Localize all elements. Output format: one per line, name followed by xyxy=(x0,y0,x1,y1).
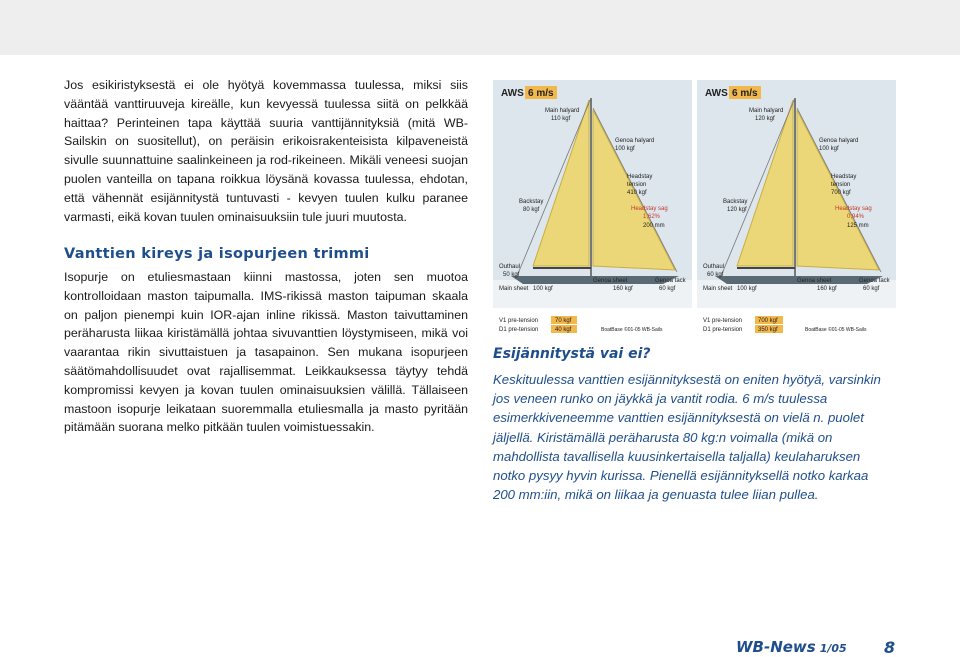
genoa-sheet-value: 160 kgf xyxy=(817,286,837,292)
backstay-label: Backstay xyxy=(519,199,544,205)
outhaul-value: 50 kgf xyxy=(503,272,520,278)
main-halyard-value: 120 kgf xyxy=(755,116,775,122)
top-band xyxy=(0,0,960,55)
genoa-tack-value: 60 kgf xyxy=(863,286,880,292)
v1-label: V1 pre-tension xyxy=(499,318,539,324)
sidebar-heading: Esijännitystä vai ei? xyxy=(493,346,651,362)
v1-value: 70 kgf xyxy=(555,318,572,324)
d1-value: 40 kgf xyxy=(555,327,572,333)
genoa-sheet-label: Genoa sheet xyxy=(797,278,832,284)
main-halyard-label: Main halyard xyxy=(749,108,784,114)
aws-label: AWS xyxy=(705,88,728,99)
genoa-halyard-label: Genoa halyard xyxy=(819,138,859,144)
credit: BoatBase ©01-05 WB-Sails xyxy=(601,327,663,333)
genoa-tack-value: 60 kgf xyxy=(659,286,676,292)
main-halyard-value: 110 kgf xyxy=(551,116,571,122)
main-sail xyxy=(737,100,793,266)
genoa-sheet-value: 160 kgf xyxy=(613,286,633,292)
headstay-tension-label: tension xyxy=(627,182,647,188)
v1-label: V1 pre-tension xyxy=(703,318,743,324)
headstay-tension-label: tension xyxy=(831,182,851,188)
aws-value: 6 m/s xyxy=(528,88,554,99)
main-sail xyxy=(533,100,589,266)
headstay-tension-value: 410 kgf xyxy=(627,190,647,196)
genoa-halyard-label: Genoa halyard xyxy=(615,138,655,144)
backstay-value: 80 kgf xyxy=(523,207,540,213)
backstay-value: 120 kgf xyxy=(727,207,747,213)
headstay-sag-pct: 0,94% xyxy=(847,214,865,220)
headstay-tension-value: 700 kgf xyxy=(831,190,851,196)
d1-label: D1 pre-tension xyxy=(499,327,539,333)
main-halyard-label: Main halyard xyxy=(545,108,580,114)
outhaul-label: Outhaul xyxy=(703,264,725,270)
page-footer xyxy=(736,638,896,657)
rig-tension-figure xyxy=(493,80,896,338)
rig-panel-low-tension xyxy=(493,80,692,338)
issue-number: 1/05 xyxy=(819,642,847,655)
genoa-sheet-label: Genoa sheet xyxy=(593,278,628,284)
headstay-sag-pct: 1,62% xyxy=(643,214,661,220)
headstay-sag-mm: 125 mm xyxy=(847,223,869,229)
publication-name: WB-News xyxy=(736,638,816,656)
sidebar-paragraph: Keskituulessa vanttien esijännityksestä on eniten hyötyä, varsinkin jos veneen runko on jäykkä ja vantit rodia. 6 m/s tuulessa esimerkkiveneemme vanttien esijännityksestä on vielä n. puolet jäljellä. Kiristämällä peräharusta 80 kg:n voimalla (mikä on mahdollista tavallisella kuusinkertaisella taljalla) keulaharuksen notko pysyy hyvin kurissa. Pienellä esijännityksellä notko karkaa 200 mm:iin, mikä on liikaa ja genuasta tulee liian pullea. xyxy=(493,372,881,503)
main-sheet-label: Main sheet xyxy=(499,286,529,292)
v1-value: 700 kgf xyxy=(758,318,778,324)
aws-label: AWS xyxy=(501,88,524,99)
aws-value: 6 m/s xyxy=(732,88,758,99)
sail-diagram xyxy=(493,80,692,338)
credit: BoatBase ©01-05 WB-Sails xyxy=(805,327,867,333)
sail-diagram xyxy=(697,80,896,338)
genoa-halyard-value: 100 kgf xyxy=(819,146,839,152)
genoa-tack-label: Genoa tack xyxy=(655,278,686,284)
page-number: 8 xyxy=(884,638,896,657)
rig-panel-high-tension xyxy=(697,80,896,338)
intro-paragraph: Jos esikiristyksestä ei ole hyötyä kovemmassa tuulessa, miksi siis vääntää vanttiruuveja kireälle, kun kevyessä tuulessa siitä on pelkkää haittaa? Perinteinen tapa käyttää suuria vanttijännityksiä (mitä WB-Sailskin on suositellut), on peräisin erikoisrakenteisista kilpaveneistä sivulle suunnattuine saalinkeineen ja rod-rikeineen. Mikäli veneesi suojan puolen vanteilla on tapana roikkua löysänä kovassa tuulessa, ehdotan, että vähennät esijännitystä tuntuvasti - kevyen tuulen kulku paranee varmasti, eikä kovan tuulen ominaisuuksiin tule juuri muutosta. xyxy=(64,78,468,224)
outhaul-value: 60 kgf xyxy=(707,272,724,278)
headstay-sag-label: Headstay sag xyxy=(835,206,872,212)
main-sheet-value: 100 kgf xyxy=(737,286,757,292)
genoa-halyard-value: 100 kgf xyxy=(615,146,635,152)
headstay-sag-label: Headstay sag xyxy=(631,206,668,212)
d1-value: 350 kgf xyxy=(758,327,778,333)
section-paragraph: Isopurje on etuliesmastaan kiinni mastossa, joten sen muotoa kontrolloidaan maston taipumalla. IMS-rikissä maston taipuman skaala on paljon pienempi kuin IOR-ajan inline rikissä. Maston taivuttaminen peräharusta liikaa kiristämällä johtaa sivuvanttien löystymiseen, mikä voi vaarantaa rikin sivuttaistuen ja tasapainon. Sen mukana isopurjeen säätömahdollisuudet ovat rajallisemmat. Leikkauksessa täytyy tehdä kompromissi kevyen ja kovan tuulen ominaisuuksien välillä. Tällaiseen mastoon isopurje leikataan suoremmalla etuliesmalla ja masto pyritään pitämään suorana melko pitkään tuulen voimistuessakin. xyxy=(64,270,468,435)
d1-label: D1 pre-tension xyxy=(703,327,743,333)
headstay-sag-mm: 200 mm xyxy=(643,223,665,229)
main-sheet-label: Main sheet xyxy=(703,286,733,292)
outhaul-label: Outhaul xyxy=(499,264,521,270)
headstay-label: Headstay xyxy=(831,174,857,180)
genoa-tack-label: Genoa tack xyxy=(859,278,890,284)
headstay-label: Headstay xyxy=(627,174,653,180)
backstay-label: Backstay xyxy=(723,199,748,205)
section-heading: Vanttien kireys ja isopurjeen trimmi xyxy=(64,246,370,262)
main-sheet-value: 100 kgf xyxy=(533,286,553,292)
